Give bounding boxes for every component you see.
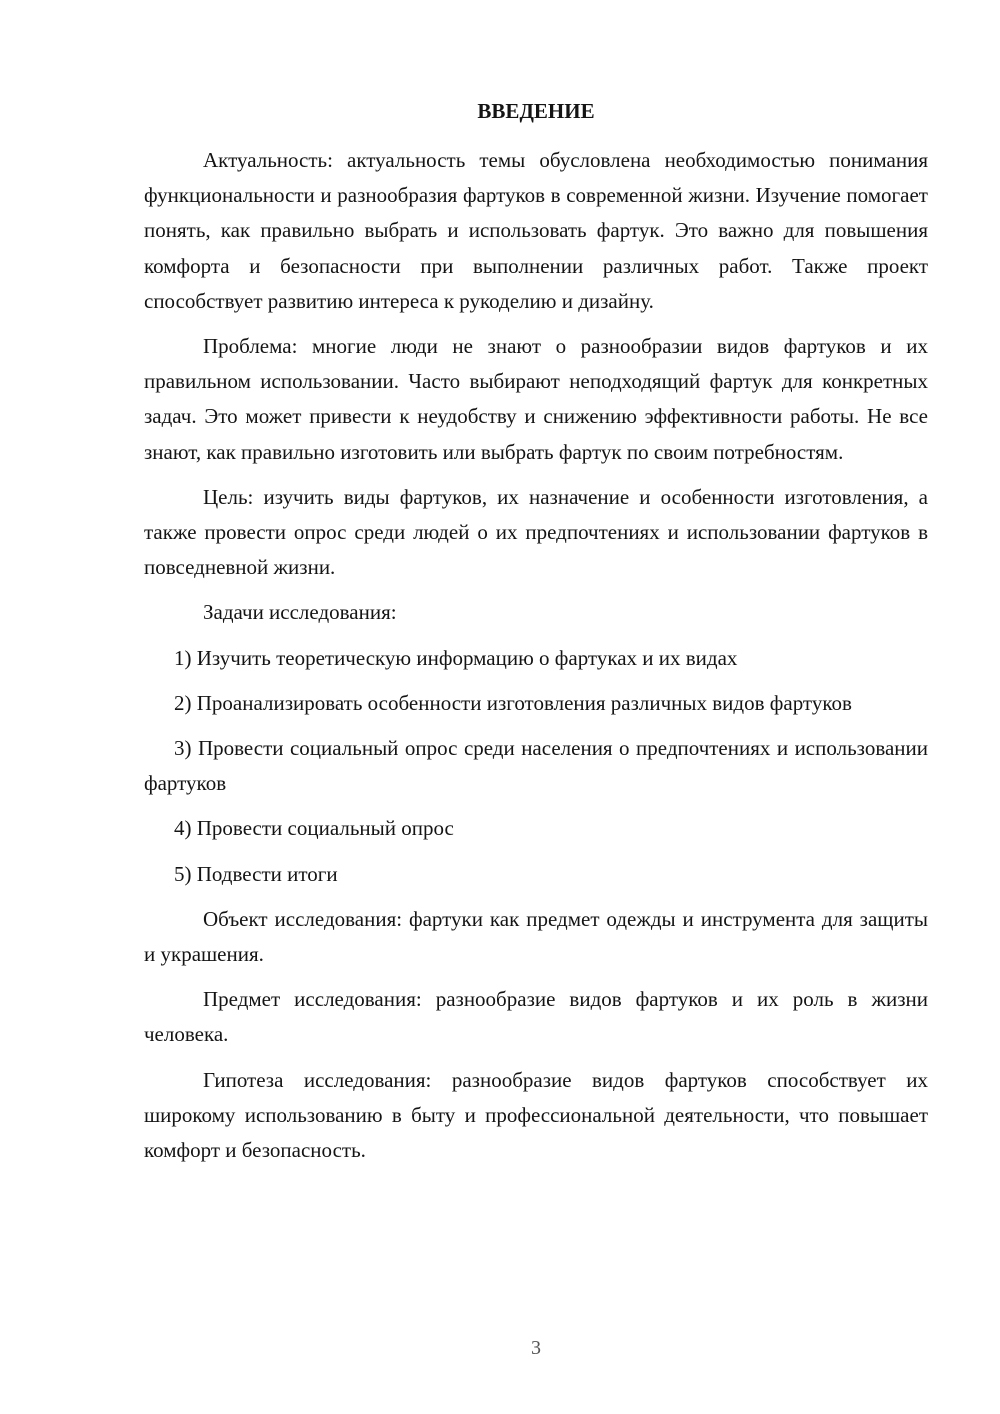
paragraph-object: Объект исследования: фартуки как предмет одежды и инструмента для защиты и украшения.	[144, 906, 928, 967]
task-item: 1) Изучить теоретическую информацию о фартуках и их видах	[174, 645, 738, 670]
paragraph-actuality: Актуальность: актуальность темы обусловлена необходимостью понимания функциональности и разнообразия фартуков в современной жизни. Изучение помогает понять, как правильно выбрать и использовать фартук. Это важно для повышения комфорта и безопасности при выполнении различных работ. Также проект способствует развитию интереса к рукоделию и дизайну.	[144, 148, 928, 313]
task-item: 2) Проанализировать особенности изготовления различных видов фартуков	[174, 690, 852, 715]
page-title: ВВЕДЕНИЕ	[477, 99, 595, 123]
tasks-heading: Задачи исследования:	[203, 600, 397, 625]
paragraph-hypothesis: Гипотеза исследования: разнообразие видов фартуков способствует их широкому использованию в быту и профессиональной деятельности, что повышает комфорт и безопасность.	[144, 1067, 928, 1163]
task-item: 4) Провести социальный опрос	[174, 816, 454, 841]
task-item: 3) Провести социальный опрос среди населения о предпочтениях и использовании фартуков	[144, 736, 928, 796]
document-body	[144, 143, 928, 1178]
page-number: 3	[531, 1337, 541, 1359]
task-item: 5) Подвести итоги	[174, 861, 338, 886]
paragraph-goal: Цель: изучить виды фартуков, их назначение и особенности изготовления, а также провести опрос среди людей о их предпочтениях и использовании фартуков в повседневной жизни.	[144, 484, 928, 580]
paragraph-problem: Проблема: многие люди не знают о разнообразии видов фартуков и их правильном использовании. Часто выбирают неподходящий фартук для конкретных задач. Это может привести к неудобству и снижению эффективности работы. Не все знают, как правильно изготовить или выбрать фартук по своим потребностям.	[144, 334, 928, 464]
paragraph-subject: Предмет исследования: разнообразие видов фартуков и их роль в жизни человека.	[144, 987, 928, 1047]
